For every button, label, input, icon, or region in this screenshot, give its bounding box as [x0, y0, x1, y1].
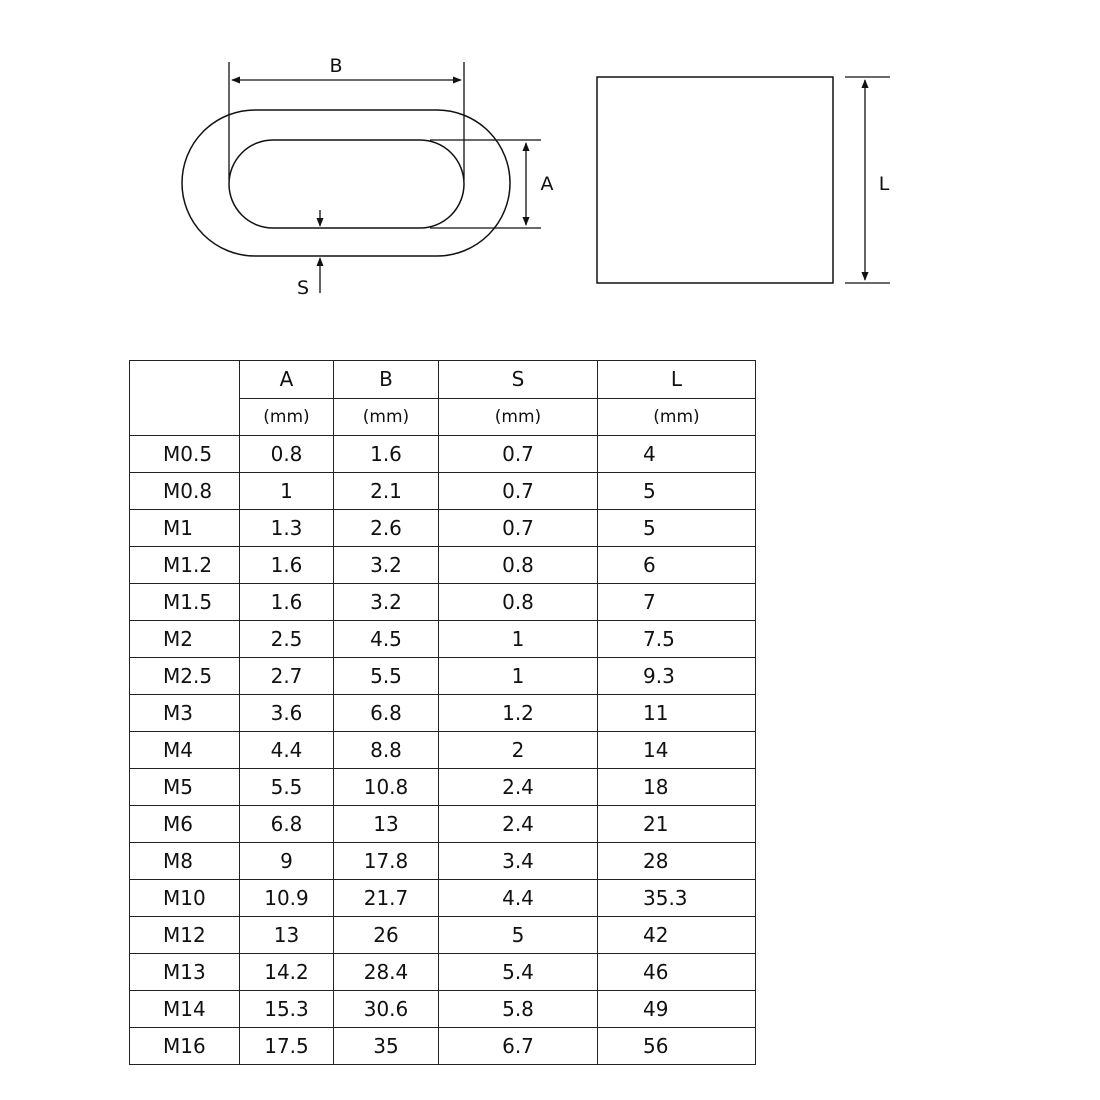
- cell-b: 2.6: [334, 510, 439, 547]
- table-row: [130, 510, 766, 547]
- cell-a: 3.6: [240, 695, 334, 732]
- header-a: A: [240, 361, 334, 399]
- cell-s: 0.7: [439, 510, 598, 547]
- table-edge: [756, 880, 766, 917]
- cell-a: 9: [240, 843, 334, 880]
- sleeve-side-view: [597, 77, 833, 283]
- cell-a: 1: [240, 473, 334, 510]
- table-row: [130, 584, 766, 621]
- cell-l: 18: [598, 769, 756, 806]
- cell-b: 2.1: [334, 473, 439, 510]
- cell-l: 6: [598, 547, 756, 584]
- cell-l: 28: [598, 843, 756, 880]
- table-edge: [756, 399, 766, 436]
- cell-l: 42: [598, 917, 756, 954]
- table-edge: [756, 361, 766, 399]
- cell-a: 17.5: [240, 1028, 334, 1065]
- cell-s: 5.4: [439, 954, 598, 991]
- cell-size: M1: [130, 510, 240, 547]
- cell-b: 30.6: [334, 991, 439, 1028]
- cell-size: M0.8: [130, 473, 240, 510]
- unit-l: (mm): [598, 399, 756, 436]
- a-dimension-label: A: [540, 173, 554, 195]
- header-s: S: [439, 361, 598, 399]
- dimension-a: [430, 140, 541, 228]
- header-row-letters: [130, 361, 766, 399]
- table-row: [130, 917, 766, 954]
- table-row: [130, 880, 766, 917]
- cell-a: 5.5: [240, 769, 334, 806]
- sleeve-inner-outline: [229, 140, 464, 228]
- sleeve-top-view: [182, 110, 510, 256]
- cell-s: 0.8: [439, 584, 598, 621]
- table-edge: [756, 584, 766, 621]
- cell-s: 0.8: [439, 547, 598, 584]
- table-row: [130, 1028, 766, 1065]
- table-row: [130, 621, 766, 658]
- unit-b: (mm): [334, 399, 439, 436]
- unit-s: (mm): [439, 399, 598, 436]
- table-row: [130, 473, 766, 510]
- header-l: L: [598, 361, 756, 399]
- cell-size: M3: [130, 695, 240, 732]
- cell-s: 4.4: [439, 880, 598, 917]
- cell-b: 6.8: [334, 695, 439, 732]
- table-edge: [756, 473, 766, 510]
- cell-l: 11: [598, 695, 756, 732]
- l-dimension-label: L: [878, 173, 890, 195]
- s-dimension-label: S: [296, 277, 310, 299]
- cell-a: 4.4: [240, 732, 334, 769]
- cell-l: 9.3: [598, 658, 756, 695]
- cell-size: M10: [130, 880, 240, 917]
- cell-b: 10.8: [334, 769, 439, 806]
- dimension-b: [229, 62, 464, 180]
- cell-b: 4.5: [334, 621, 439, 658]
- cell-l: 4: [598, 436, 756, 473]
- cell-size: M2.5: [130, 658, 240, 695]
- cell-size: M5: [130, 769, 240, 806]
- cell-l: 49: [598, 991, 756, 1028]
- cell-s: 6.7: [439, 1028, 598, 1065]
- table-row: [130, 954, 766, 991]
- cell-s: 0.7: [439, 473, 598, 510]
- cell-s: 2.4: [439, 806, 598, 843]
- table-edge: [756, 547, 766, 584]
- cell-s: 1: [439, 621, 598, 658]
- cell-a: 2.7: [240, 658, 334, 695]
- header-b: B: [334, 361, 439, 399]
- table-row: [130, 547, 766, 584]
- cell-size: M6: [130, 806, 240, 843]
- cell-b: 3.2: [334, 584, 439, 621]
- unit-a: (mm): [240, 399, 334, 436]
- cell-size: M4: [130, 732, 240, 769]
- cell-a: 1.6: [240, 584, 334, 621]
- cell-s: 0.7: [439, 436, 598, 473]
- cell-size: M12: [130, 917, 240, 954]
- cell-a: 1.3: [240, 510, 334, 547]
- cell-size: M0.5: [130, 436, 240, 473]
- cell-a: 14.2: [240, 954, 334, 991]
- cell-s: 5: [439, 917, 598, 954]
- table-edge: [756, 658, 766, 695]
- table-row: [130, 732, 766, 769]
- cell-size: M14: [130, 991, 240, 1028]
- cell-a: 6.8: [240, 806, 334, 843]
- cell-b: 3.2: [334, 547, 439, 584]
- cell-s: 5.8: [439, 991, 598, 1028]
- table-row: [130, 769, 766, 806]
- cell-l: 7.5: [598, 621, 756, 658]
- dimension-diagram: [0, 0, 1100, 330]
- cell-size: M2: [130, 621, 240, 658]
- cell-size: M13: [130, 954, 240, 991]
- table-edge: [756, 769, 766, 806]
- cell-a: 0.8: [240, 436, 334, 473]
- cell-s: 1: [439, 658, 598, 695]
- cell-s: 3.4: [439, 843, 598, 880]
- table-body: [130, 436, 766, 1065]
- header-size-cell: [130, 361, 240, 436]
- cell-b: 35: [334, 1028, 439, 1065]
- table-edge: [756, 436, 766, 473]
- table-row: [130, 843, 766, 880]
- cell-s: 2.4: [439, 769, 598, 806]
- cell-a: 1.6: [240, 547, 334, 584]
- cell-l: 21: [598, 806, 756, 843]
- cell-b: 1.6: [334, 436, 439, 473]
- cell-l: 46: [598, 954, 756, 991]
- cell-b: 17.8: [334, 843, 439, 880]
- cell-l: 5: [598, 510, 756, 547]
- cell-size: M8: [130, 843, 240, 880]
- table-row: [130, 695, 766, 732]
- table-edge: [756, 510, 766, 547]
- sleeve-outer-outline: [182, 110, 510, 256]
- cell-l: 7: [598, 584, 756, 621]
- cell-s: 1.2: [439, 695, 598, 732]
- table-edge: [756, 954, 766, 991]
- cell-l: 5: [598, 473, 756, 510]
- cell-s: 2: [439, 732, 598, 769]
- cell-b: 5.5: [334, 658, 439, 695]
- specification-table: [129, 360, 766, 1065]
- table-edge: [756, 621, 766, 658]
- table-edge: [756, 806, 766, 843]
- cell-size: M1.5: [130, 584, 240, 621]
- cell-l: 56: [598, 1028, 756, 1065]
- cell-a: 2.5: [240, 621, 334, 658]
- table-row: [130, 658, 766, 695]
- table-edge: [756, 1028, 766, 1065]
- table-row: [130, 991, 766, 1028]
- cell-b: 26: [334, 917, 439, 954]
- cell-l: 14: [598, 732, 756, 769]
- cell-a: 13: [240, 917, 334, 954]
- cell-b: 8.8: [334, 732, 439, 769]
- table-edge: [756, 843, 766, 880]
- cell-b: 28.4: [334, 954, 439, 991]
- cell-a: 10.9: [240, 880, 334, 917]
- table-edge: [756, 917, 766, 954]
- cell-b: 21.7: [334, 880, 439, 917]
- cell-b: 13: [334, 806, 439, 843]
- cell-size: M16: [130, 1028, 240, 1065]
- b-dimension-label: B: [329, 55, 343, 77]
- table-row: [130, 436, 766, 473]
- table-edge: [756, 991, 766, 1028]
- cell-l: 35.3: [598, 880, 756, 917]
- cell-size: M1.2: [130, 547, 240, 584]
- cell-a: 15.3: [240, 991, 334, 1028]
- table-edge: [756, 695, 766, 732]
- table-row: [130, 806, 766, 843]
- table-edge: [756, 732, 766, 769]
